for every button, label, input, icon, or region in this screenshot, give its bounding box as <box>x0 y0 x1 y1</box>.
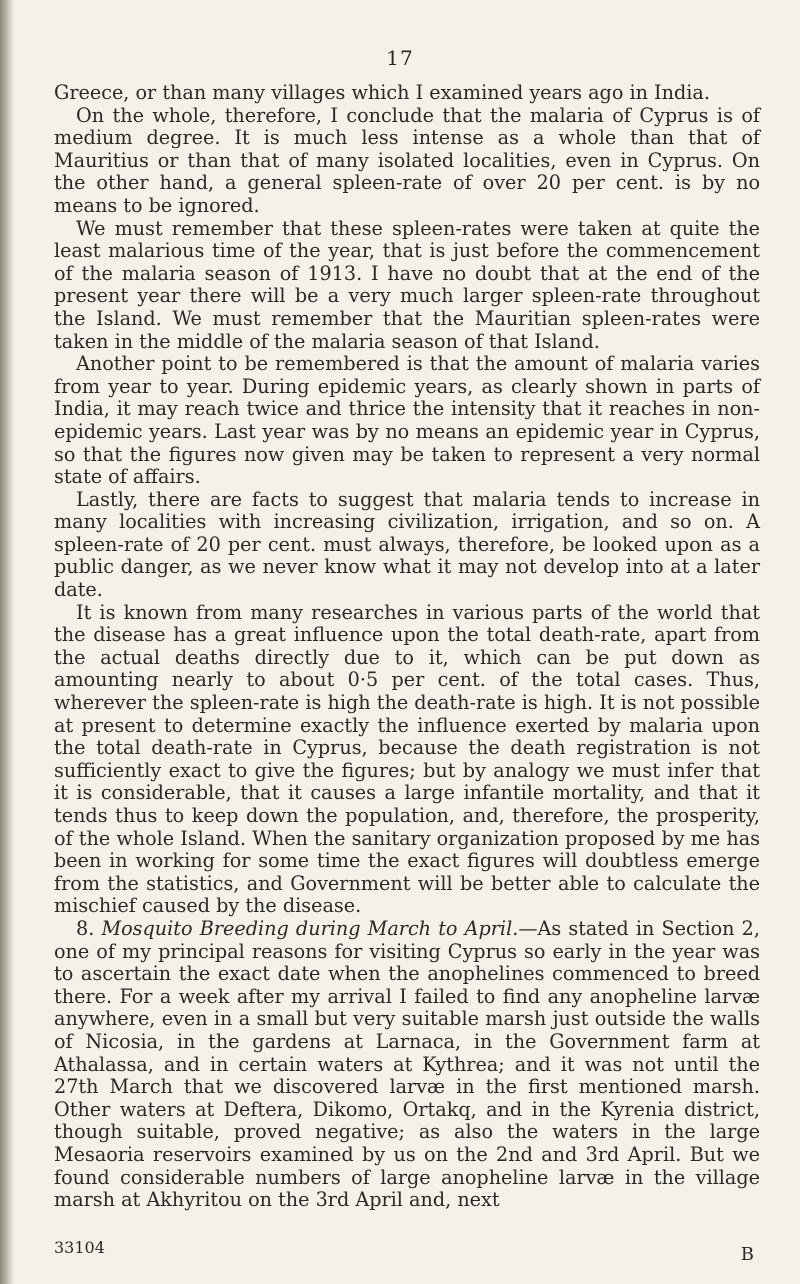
paragraph: Another point to be remembered is that the amount of malaria varies from year to year. During epidemic years, as clearly shown in parts of India, it may reach twice and thrice the intensity that it reaches in non-epidemic years. Last year was by no means an epidemic year in Cyprus, so that the figures now given may be taken to represent a very normal state of affairs. <box>54 352 760 489</box>
signature-mark: B <box>740 1244 754 1265</box>
page-number: 17 <box>386 46 414 70</box>
body-text <box>54 82 760 1212</box>
paragraph: On the whole, therefore, I conclude that the malaria of Cyprus is of medium degree. It is much less intense as a whole than that of Mauritius or than that of many isolated localities, even in Cyprus. On the other hand, a general spleen-rate of over 20 per cent. is by no means to be ignored. <box>54 103 760 217</box>
paragraph: Lastly, there are facts to suggest that malaria tends to increase in many localities with increasing civilization, irrigation, and so on. A spleen-rate of 20 per cent. must always, therefore, be looked upon as a public danger, as we never know what it may not develop into at a later date. <box>54 487 760 602</box>
section-8-paragraph <box>54 918 760 1212</box>
paragraph: Greece, or than many villages which I examined years ago in India. <box>54 81 710 104</box>
print-code: 33104 <box>54 1238 105 1257</box>
section-heading: Mosquito Breeding during March to April. <box>101 916 519 940</box>
binding-shadow <box>0 0 14 1284</box>
paragraph: It is known from many researches in various parts of the world that the disease has a great influence upon the total death-rate, apart from the actual deaths directly due to it, which can be put down as amounting nearly to about 0·5 per cent. of the total cases. Thus, wherever the spleen-rate is high the death-rate is high. It is not possible at present to determine exactly the influence exerted by malaria upon the total death-rate in Cyprus, because the death registration is not sufficiently exact to give the figures; but by analogy we must infer that it is considerable, that it causes a large infantile mortality, and that it tends thus to keep down the population, and, therefore, the prosperity, of the whole Island. When the sanitary organization proposed by me has been in working for some time the exact figures will doubtless emerge from the statistics, and Government will be better able to calculate the mischief caused by the disease. <box>54 600 760 918</box>
section-text: —As stated in Section 2, one of my principal reasons for visiting Cyprus so early in the year was to ascertain the exact date when the anophelines commenced to breed there. For a week after my arrival I failed to find any anopheline larvæ anywhere, even in a small but very suitable marsh just outside the walls of Nicosia, in the gardens at Larnaca, in the Government farm at Athalassa, and in certain waters at Kythrea; and it was not until the 27th March that we discovered larvæ in the first mentioned marsh. Other waters at Deftera, Dikomo, Ortakq, and in the Kyrenia district, though suitable, proved negative; as also the waters in the large Mesaoria reservoirs examined by us on the 2nd and 3rd April. But we found considerable numbers of large anopheline larvæ in the village marsh at Akhyritou on the 3rd April and, next <box>54 916 760 1212</box>
section-number: 8. <box>76 916 95 940</box>
page-footer <box>54 1238 760 1265</box>
paragraph: We must remember that these spleen-rates were taken at quite the least malarious time of the year, that is just before the commencement of the malaria season of 1913. I have no doubt that at the end of the present year there will be a very much larger spleen-rate throughout the Island. We must remember that the Mauritian spleen-rates were taken in the middle of the malaria season of that Island. <box>54 216 760 353</box>
